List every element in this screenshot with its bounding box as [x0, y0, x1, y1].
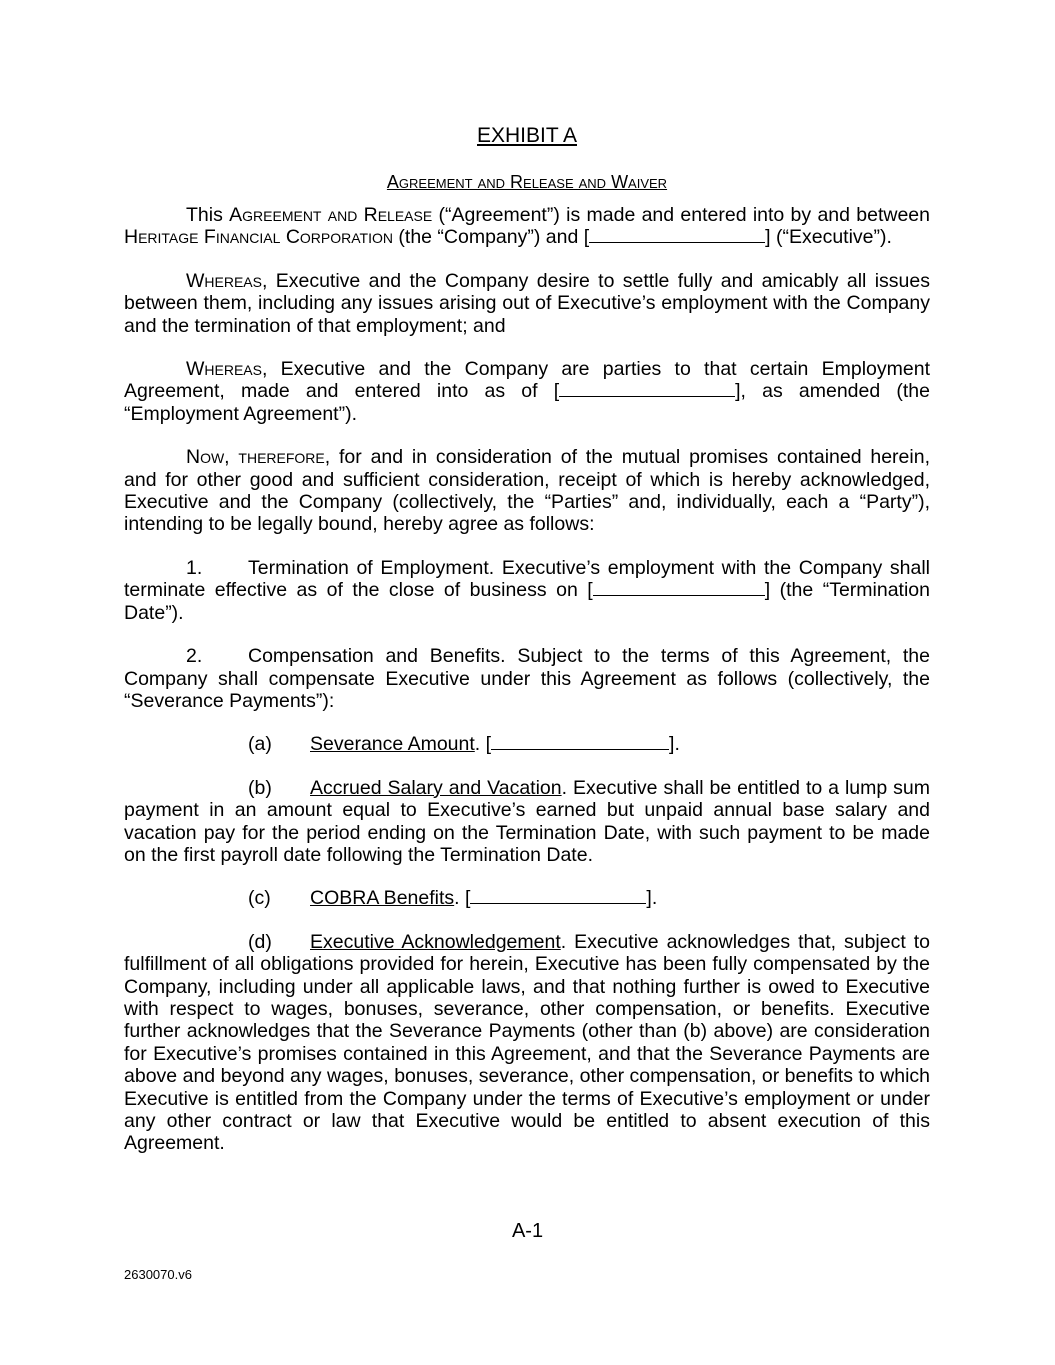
section-1: 1. Termination of Employment. Executive’s employment with the Company shall terminate effective as of the close of business on [ ] (the “Termination Date”). [124, 556, 930, 624]
subsection-a: (a) Severance Amount. [ ]. [248, 733, 680, 756]
section-heading: Compensation and Benefits. [248, 645, 506, 668]
section-number: 1. [186, 556, 203, 579]
termination-date-blank [593, 579, 765, 596]
subsection-label: (c) [248, 887, 271, 910]
whereas-paragraph-1: Whereas, Executive and the Company desire to settle fully and amicably all issues between them, including any issues arising out of Executive’s employment with the Company and the termination of that employment; and [124, 269, 930, 337]
section-number: 2. [186, 645, 203, 668]
section-2: 2. Compensation and Benefits. Subject to the terms of this Agreement, the Company shall compensate Executive under this Agreement as follows (collectively, the “Severance Payments”): [124, 645, 930, 712]
document-id: 2630070.v6 [124, 1267, 192, 1282]
subsection-label: (b) [248, 776, 272, 799]
subsection-heading: Accrued Salary and Vacation [310, 776, 562, 799]
subsection-c: (c) COBRA Benefits. [ ]. [248, 887, 658, 910]
executive-name-blank [589, 226, 765, 243]
subsection-b: (b) Accrued Salary and Vacation. Executive shall be entitled to a lump sum payment in an amount equal to Executive’s earned but unpaid annual base salary and vacation pay for the period ending on the Termination Date, with such payment to be made on the first payroll date following the Termination Date. [124, 776, 930, 866]
subsection-heading: COBRA Benefits [310, 887, 455, 910]
subsection-label: (d) [248, 930, 272, 953]
exhibit-title: EXHIBIT A [477, 124, 577, 147]
page-number: A-1 [511, 1220, 544, 1242]
subsection-heading: Executive Acknowledgement [310, 930, 561, 953]
section-heading: Termination of Employment. [248, 556, 495, 579]
intro-paragraph: This Agreement and Release (“Agreement”) is made and entered into by and between Heritage Financial Corporation (the “Company”) and [ ] (“Executive”). [124, 204, 930, 249]
severance-amount-blank [491, 733, 669, 750]
subsection-d: (d) Executive Acknowledgement. Executive acknowledges that, subject to fulfillment of all obligations provided for herein, Executive has been fully compensated by the Company, including under all applicable laws, and that nothing further is owed to Executive with respect to wages, bonuses, severance, other compensation, or benefits. Executive further acknowledges that the Severance Payments (other than (b) above) are consideration for Executive’s promises contained in this Agreement, and that the Severance Payments are above and beyond any wages, bonuses, severance, other compensation, or benefits to which Executive is entitled from the Company under the terms of Executive’s employment or under any other contract or law that Executive would be entitled to absent execution of this Agreement. [124, 930, 930, 1155]
whereas-paragraph-2: Whereas, Executive and the Company are parties to that certain Employment Agreement, made and entered into as of [ ], as amended (the “Employment Agreement”). [124, 358, 930, 425]
now-therefore-paragraph: Now, therefore, for and in consideration of the mutual promises contained herein, and for other good and sufficient consideration, receipt of which is hereby acknowledged, Executive and the Company (collectively, the “Parties” and, individually, each a “Party”), intending to be legally bound, hereby agree as follows: [124, 446, 930, 536]
document-page [124, 122, 930, 1176]
subsection-label: (a) [248, 733, 272, 756]
employment-date-blank [559, 380, 735, 397]
subsection-heading: Severance Amount [310, 733, 475, 756]
agreement-subtitle: Agreement and Release and Waiver [386, 172, 668, 192]
cobra-benefits-blank [470, 887, 646, 904]
